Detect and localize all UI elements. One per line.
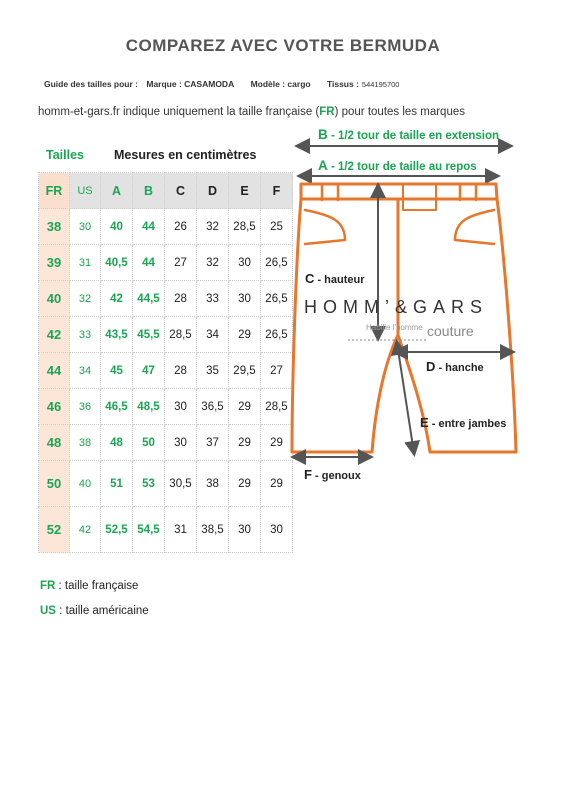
cell-d: 32 <box>197 245 229 281</box>
cell-b: 47 <box>133 353 165 389</box>
cell-e: 29,5 <box>229 353 261 389</box>
header-a: A <box>101 173 133 209</box>
cell-a: 48 <box>101 425 133 461</box>
label-d-letter: D <box>426 359 436 374</box>
page-title: COMPAREZ AVEC VOTRE BERMUDA <box>125 36 441 55</box>
cell-fr: 40 <box>39 281 70 317</box>
label-d-text: - hanche <box>435 362 484 374</box>
cell-d: 36,5 <box>197 389 229 425</box>
legend-us-code: US <box>40 605 56 617</box>
brand-logo: HOMM’&GARS <box>304 297 489 317</box>
label-b-letter: B <box>318 127 328 142</box>
cell-us: 40 <box>70 461 101 507</box>
cell-c: 31 <box>165 507 197 553</box>
cell-e: 29 <box>229 461 261 507</box>
label-e-text: - entre jambes <box>428 418 507 430</box>
brand-sub2: couture <box>427 323 474 339</box>
header-d: D <box>197 173 229 209</box>
cell-e: 29 <box>229 389 261 425</box>
cell-fr: 44 <box>39 353 70 389</box>
cell-d: 37 <box>197 425 229 461</box>
cell-b: 45,5 <box>133 317 165 353</box>
cell-a: 43,5 <box>101 317 133 353</box>
label-f-letter: F <box>304 467 312 482</box>
cell-d: 38 <box>197 461 229 507</box>
cell-e: 28,5 <box>229 209 261 245</box>
cell-c: 27 <box>165 245 197 281</box>
label-d <box>426 359 484 374</box>
cell-e: 30 <box>229 245 261 281</box>
cell-a: 40 <box>101 209 133 245</box>
cell-b: 44,5 <box>133 281 165 317</box>
legend-us-text: : taille américaine <box>55 605 149 617</box>
label-a <box>318 158 477 173</box>
cell-b: 48,5 <box>133 389 165 425</box>
shorts-outline <box>292 184 516 452</box>
cell-c: 28 <box>165 281 197 317</box>
cell-fr: 46 <box>39 389 70 425</box>
cell-a: 51 <box>101 461 133 507</box>
label-a-text: - 1/2 tour de taille au repos <box>327 161 477 173</box>
header-e: E <box>229 173 261 209</box>
cell-f: 26,5 <box>261 281 293 317</box>
cell-b: 44 <box>133 245 165 281</box>
cell-us: 34 <box>70 353 101 389</box>
legend-fr-code: FR <box>40 580 56 592</box>
note-fr: FR <box>319 106 335 118</box>
cell-b: 53 <box>133 461 165 507</box>
header-fr: FR <box>39 173 70 209</box>
guide-label: Guide des tailles pour : <box>44 79 138 89</box>
guide-marque: Marque : CASAMODA <box>146 79 235 89</box>
label-f <box>304 467 361 482</box>
cell-c: 28,5 <box>165 317 197 353</box>
cell-b: 54,5 <box>133 507 165 553</box>
cell-a: 40,5 <box>101 245 133 281</box>
cell-d: 38,5 <box>197 507 229 553</box>
label-b-text: - 1/2 tour de taille en extension <box>327 130 500 142</box>
note-after: ) pour toutes les marques <box>334 106 465 118</box>
label-c-letter: C <box>305 271 315 286</box>
cell-d: 34 <box>197 317 229 353</box>
cell-d: 35 <box>197 353 229 389</box>
cell-fr: 48 <box>39 425 70 461</box>
note-before: homm-et-gars.fr indique uniquement la taille française ( <box>38 106 320 118</box>
cell-f: 29 <box>261 425 293 461</box>
cell-f: 26,5 <box>261 245 293 281</box>
guide-tissus-value: 544195700 <box>361 80 400 89</box>
cell-f: 25 <box>261 209 293 245</box>
label-f-text: - genoux <box>311 470 361 482</box>
cell-e: 30 <box>229 281 261 317</box>
cell-f: 26,5 <box>261 317 293 353</box>
cell-f: 30 <box>261 507 293 553</box>
cell-us: 30 <box>70 209 101 245</box>
mesures-heading: Mesures en centimètres <box>114 148 257 162</box>
header-b: B <box>133 173 165 209</box>
cell-us: 36 <box>70 389 101 425</box>
cell-e: 29 <box>229 317 261 353</box>
cell-f: 28,5 <box>261 389 293 425</box>
cell-b: 50 <box>133 425 165 461</box>
cell-e: 30 <box>229 507 261 553</box>
guide-tissus-label: Tissus : <box>326 79 359 89</box>
brand-sub1: Habille l'homme <box>366 323 423 332</box>
cell-fr: 42 <box>39 317 70 353</box>
label-b <box>318 127 499 142</box>
cell-c: 30 <box>165 425 197 461</box>
cell-us: 33 <box>70 317 101 353</box>
cell-fr: 52 <box>39 507 70 553</box>
cell-c: 30,5 <box>165 461 197 507</box>
tailles-heading: Tailles <box>46 148 84 162</box>
cell-a: 46,5 <box>101 389 133 425</box>
cell-a: 42 <box>101 281 133 317</box>
label-c <box>304 271 366 286</box>
header-f: F <box>261 173 293 209</box>
header-us: US <box>70 173 101 209</box>
legend-fr-text: : taille française <box>55 580 139 592</box>
cell-us: 38 <box>70 425 101 461</box>
cell-a: 52,5 <box>101 507 133 553</box>
cell-us: 31 <box>70 245 101 281</box>
cell-f: 27 <box>261 353 293 389</box>
cell-us: 32 <box>70 281 101 317</box>
cell-a: 45 <box>101 353 133 389</box>
cell-fr: 50 <box>39 461 70 507</box>
cell-d: 33 <box>197 281 229 317</box>
cell-c: 30 <box>165 389 197 425</box>
cell-f: 29 <box>261 461 293 507</box>
label-c-text: - hauteur <box>314 274 365 286</box>
cell-e: 29 <box>229 425 261 461</box>
cell-us: 42 <box>70 507 101 553</box>
cell-fr: 38 <box>39 209 70 245</box>
cell-c: 28 <box>165 353 197 389</box>
label-e-letter: E <box>420 415 429 430</box>
guide-modele: Modèle : cargo <box>250 79 311 89</box>
cell-b: 44 <box>133 209 165 245</box>
header-c: C <box>165 173 197 209</box>
cell-c: 26 <box>165 209 197 245</box>
label-a-letter: A <box>318 158 328 173</box>
cell-d: 32 <box>197 209 229 245</box>
cell-fr: 39 <box>39 245 70 281</box>
label-e <box>420 415 506 430</box>
